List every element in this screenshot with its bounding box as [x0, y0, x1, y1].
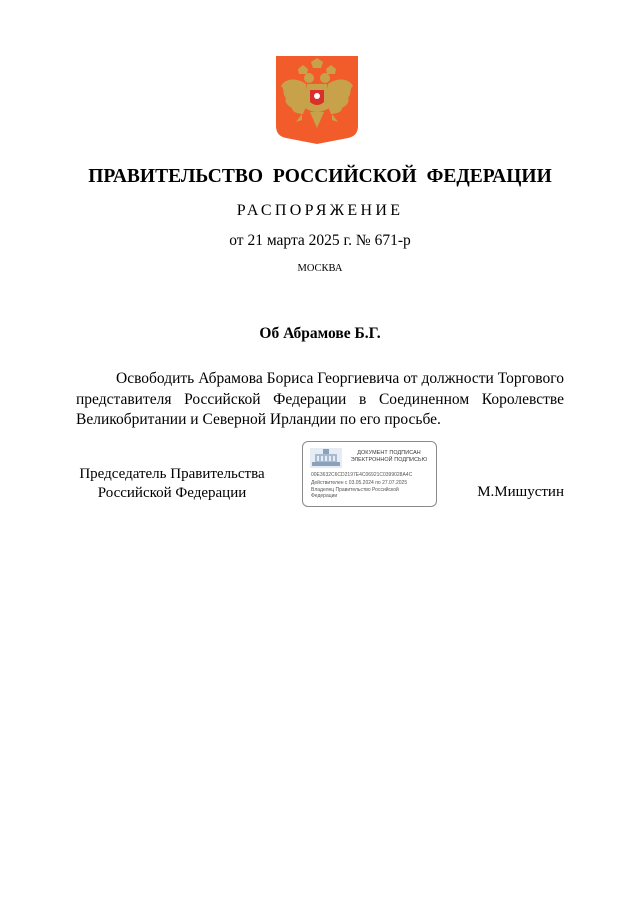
government-building-icon: [310, 448, 342, 468]
stamp-validity: Действителен с 03.05.2024 по 27.07.2025: [311, 480, 408, 486]
signer-position-line1: Председатель Правительства: [79, 466, 265, 482]
signer-name: М.Мишустин: [477, 484, 564, 500]
state-emblem-icon: [276, 56, 358, 144]
stamp-header-line1: ДОКУМЕНТ ПОДПИСАН: [357, 450, 421, 456]
electronic-signature-stamp: [302, 441, 437, 507]
document-date-number: от 21 марта 2025 г. № 671-р: [229, 232, 411, 249]
stamp-owner-line1: Владелец Правительство Российской: [311, 487, 399, 493]
document-subject: Об Абрамове Б.Г.: [259, 325, 381, 342]
document-body: Освободить Абрамова Бориса Георгиевича от должности Торгового представителя Российской Федерации в Соединенном Королевстве Великобритании и Северной Ирландии по его просьбе.: [76, 370, 564, 428]
document-city: МОСКВА: [297, 263, 343, 274]
signer-position-line2: Российской Федерации: [97, 485, 247, 501]
stamp-header: [343, 450, 435, 464]
government-title: ПРАВИТЕЛЬСТВО РОССИЙСКОЙ ФЕДЕРАЦИИ: [88, 166, 552, 187]
stamp-header-line2: ЭЛЕКТРОННОЙ ПОДПИСЬЮ: [350, 457, 428, 463]
stamp-owner-line2: Федерации: [311, 493, 338, 499]
stamp-certificate: 00E3632C6CD2197E4C06921C0399028A4C: [311, 472, 413, 478]
signer-position: [72, 465, 272, 503]
document-type: РАСПОРЯЖЕНИЕ: [236, 202, 404, 219]
